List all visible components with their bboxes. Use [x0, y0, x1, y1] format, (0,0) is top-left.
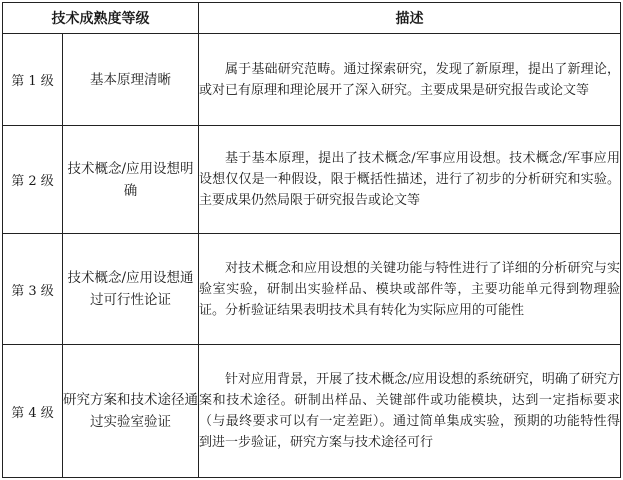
- header-description: 描述: [199, 3, 621, 34]
- description-cell: 对技术概念和应用设想的关键功能与特性进行了详细的分析研究与实验室实验，研制出实验样品、模块或部件等，主要功能单元得到物理验证。分析验证结果表明技术具有转化为实际应用的可能性: [199, 234, 621, 345]
- trl-table: [2, 2, 621, 478]
- level-cell: 第 3 级: [3, 234, 63, 345]
- table-row: [3, 234, 621, 345]
- level-cell: 第 1 级: [3, 34, 63, 126]
- table-row: [3, 34, 621, 126]
- description-cell: 针对应用背景，开展了技术概念/应用设想的系统研究，明确了研究方案和技术途径。研制出样品、关键部件或功能模块，达到一定指标要求（与最终要求可以有一定差距）。通过简单集成实验，预期的功能特性得到进一步验证，研究方案与技术途径可行: [199, 345, 621, 478]
- level-name-cell: 基本原理清晰: [63, 34, 199, 126]
- level-name-cell: 研究方案和技术途径通过实验室验证: [63, 345, 199, 478]
- level-cell: 第 2 级: [3, 126, 63, 234]
- description-cell: 基于基本原理，提出了技术概念/军事应用设想。技术概念/军事应用设想仅仅是一种假设，限于概括性描述，进行了初步的分析研究和实验。主要成果仍然局限于研究报告或论文等: [199, 126, 621, 234]
- header-row: [3, 3, 621, 34]
- level-cell: 第 4 级: [3, 345, 63, 478]
- header-maturity-level: 技术成熟度等级: [3, 3, 199, 34]
- table-row: [3, 345, 621, 478]
- level-name-cell: 技术概念/应用设想明确: [63, 126, 199, 234]
- description-cell: 属于基础研究范畴。通过探索研究，发现了新原理，提出了新理论，或对已有原理和理论展开了深入研究。主要成果是研究报告或论文等: [199, 34, 621, 126]
- level-name-cell: 技术概念/应用设想通过可行性论证: [63, 234, 199, 345]
- table-row: [3, 126, 621, 234]
